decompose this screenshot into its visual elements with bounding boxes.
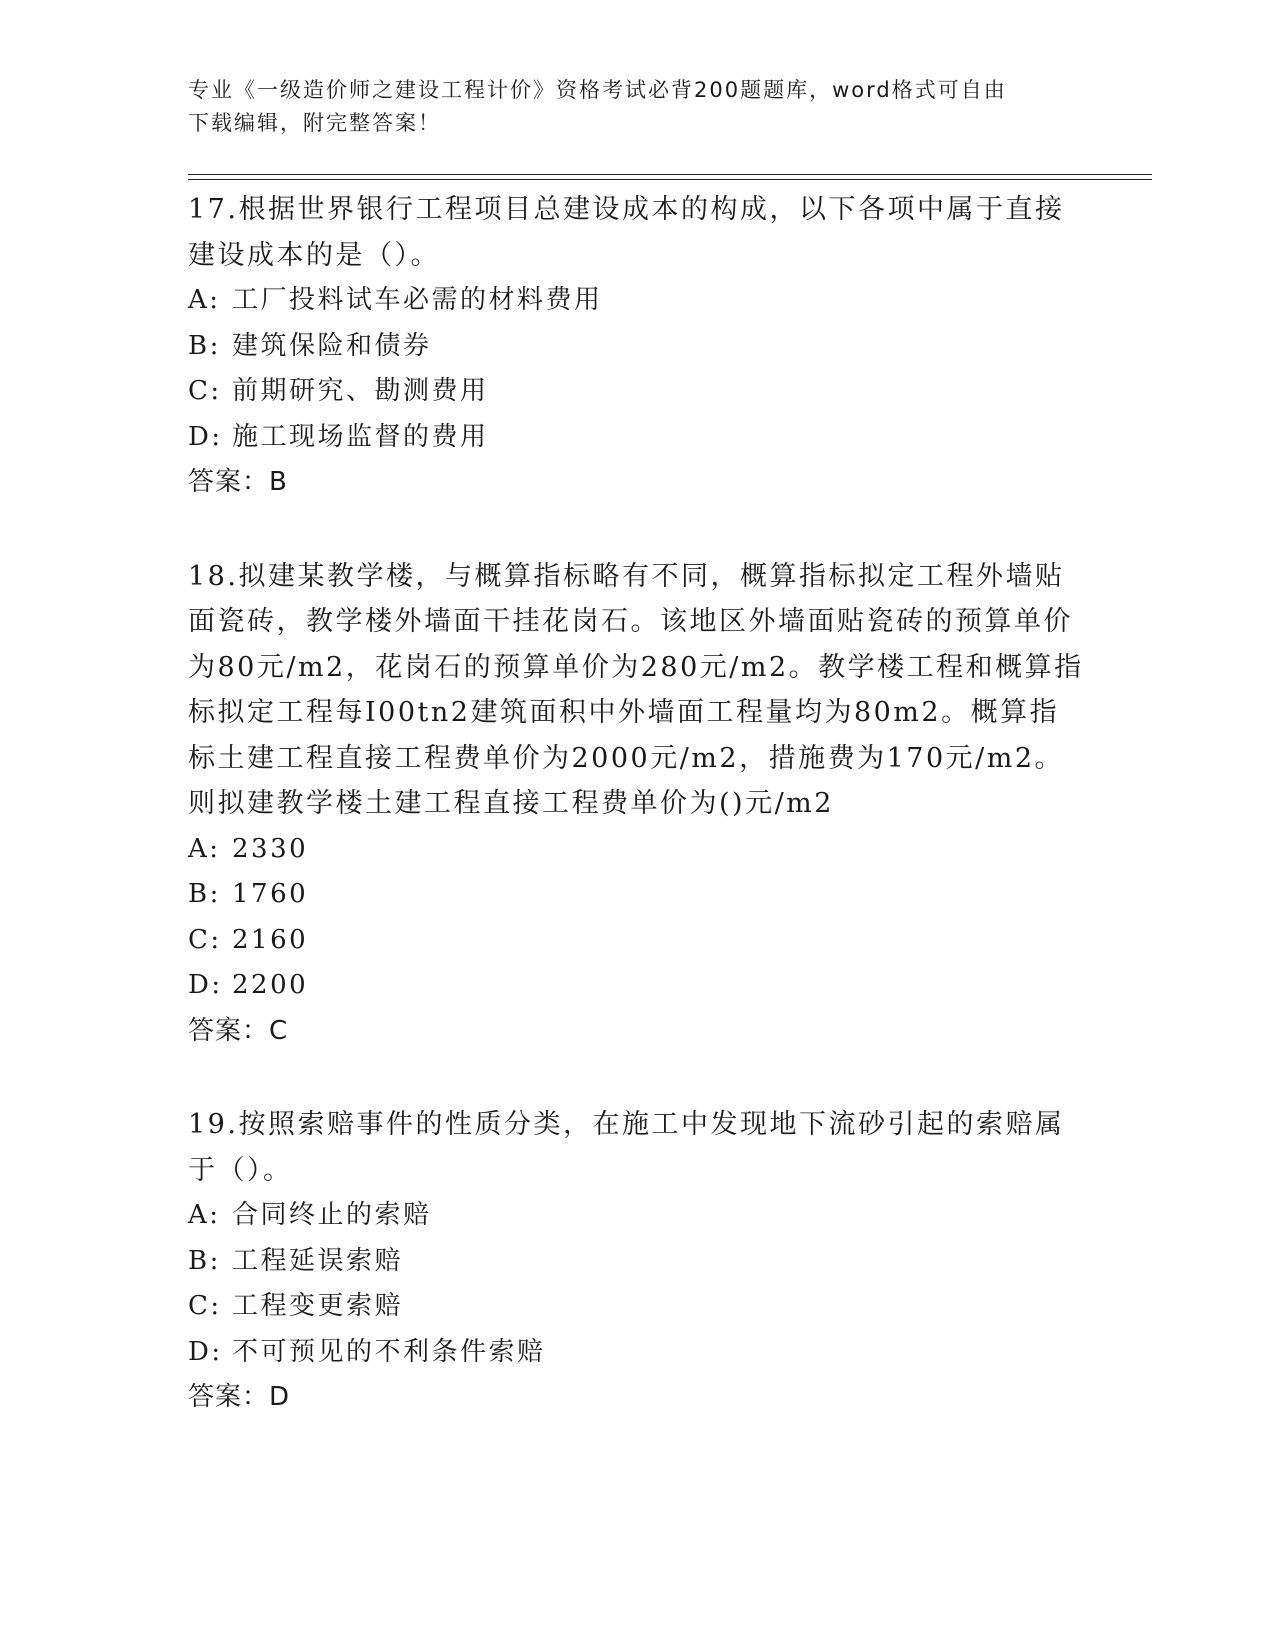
option-text: 1760: [232, 879, 309, 909]
option-letter: B:: [188, 330, 221, 361]
header-divider-bottom: [188, 179, 1152, 180]
option-text: 工程延误索赔: [232, 1245, 404, 1276]
option-letter: A:: [188, 833, 221, 864]
answer-line: 答案：C: [188, 1015, 289, 1046]
answer-line: 答案：B: [188, 467, 288, 497]
option-c: [188, 1284, 1088, 1330]
document-header: [188, 74, 1068, 140]
option-letter: D:: [188, 421, 223, 452]
option-a: [188, 1193, 1088, 1239]
option-letter: C:: [188, 924, 222, 955]
option-letter: D:: [188, 1336, 223, 1367]
option-letter: B:: [188, 1245, 221, 1276]
option-letter: C:: [188, 376, 222, 406]
option-text: 2330: [232, 833, 309, 864]
option-text: 合同终止的索赔: [232, 1200, 432, 1230]
option-b: [188, 324, 1088, 370]
option-c: [188, 369, 1088, 415]
option-letter: B:: [188, 879, 221, 909]
option-text: 施工现场监督的费用: [232, 421, 489, 452]
option-text: 前期研究、勘测费用: [232, 376, 489, 406]
option-text: 2200: [232, 970, 309, 1000]
question-list: [188, 187, 1088, 1469]
question-17: [188, 187, 1088, 506]
option-letter: C:: [188, 1291, 222, 1321]
option-text: 2160: [232, 924, 309, 955]
question-text: 18.拟建某教学楼，与概算指标略有不同，概算指标拟定工程外墙贴面瓷砖，教学楼外墙面干挂花岗石。该地区外墙面贴瓷砖的预算单价为80元/m2，花岗石的预算单价为280元/m2。教学楼工程和概算指标拟定工程每I00tn2建筑面积中外墙面工程量均为80m2。概算指标土建工程直接工程费单价为2000元/m2，措施费为170元/m2。则拟建教学楼土建工程直接工程费单价为()元/m2: [188, 560, 1084, 819]
option-c: [188, 918, 1088, 964]
option-d: [188, 963, 1088, 1009]
option-text: 建筑保险和债券: [232, 330, 432, 361]
option-letter: A:: [188, 1200, 221, 1230]
option-b: [188, 872, 1088, 918]
option-text: 工厂投料试车必需的材料费用: [232, 285, 603, 315]
option-letter: A:: [188, 285, 221, 315]
header-line-1: 专业《一级造价师之建设工程计价》资格考试必背200题题库，word格式可自由: [188, 78, 1007, 102]
question-18: [188, 554, 1088, 1055]
question-text: 17.根据世界银行工程项目总建设成本的构成，以下各项中属于直接建设成本的是（）。: [188, 194, 1065, 271]
option-a: [188, 278, 1088, 324]
option-text: 不可预见的不利条件索赔: [232, 1336, 546, 1367]
option-letter: D:: [188, 970, 223, 1000]
option-d: [188, 1330, 1088, 1376]
option-a: [188, 827, 1088, 873]
option-b: [188, 1239, 1088, 1285]
header-line-2: 下载编辑，附完整答案！: [188, 111, 441, 135]
header-divider-top: [188, 174, 1152, 175]
answer-line: 答案：D: [188, 1382, 291, 1412]
option-d: [188, 415, 1088, 461]
question-text: 19.按照索赔事件的性质分类，在施工中发现地下流砂引起的索赔属于（）。: [188, 1109, 1065, 1186]
option-text: 工程变更索赔: [232, 1291, 404, 1321]
question-19: [188, 1102, 1088, 1421]
